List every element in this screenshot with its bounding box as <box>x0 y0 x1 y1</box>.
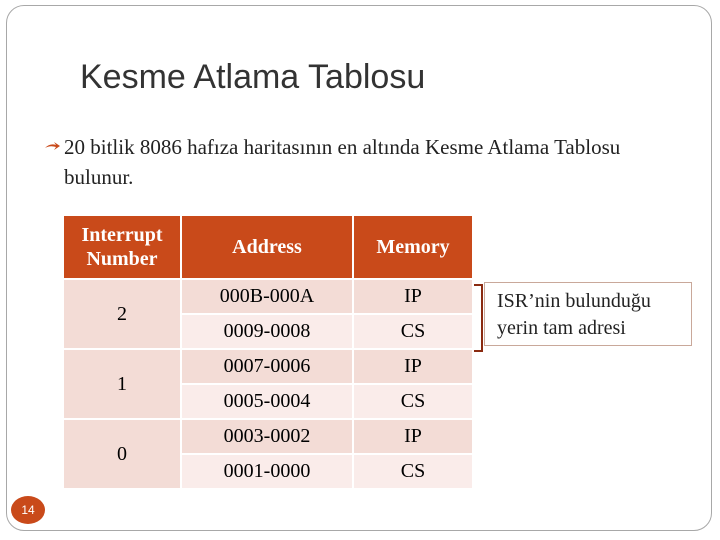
memory-cell: CS <box>353 314 473 349</box>
header-memory: Memory <box>353 215 473 279</box>
note-box: ISR’nin bulunduğu yerin tam adresi <box>484 282 692 346</box>
bullet-arrow-icon <box>44 142 60 154</box>
slide-title: Kesme Atlama Tablosu <box>80 58 426 96</box>
address-cell: 0007-0006 <box>181 349 353 384</box>
address-cell: 0003-0002 <box>181 419 353 454</box>
memory-cell: IP <box>353 279 473 314</box>
header-interrupt-number: Interrupt Number <box>63 215 181 279</box>
memory-cell: CS <box>353 454 473 489</box>
address-cell: 0009-0008 <box>181 314 353 349</box>
memory-cell: IP <box>353 349 473 384</box>
interrupt-number-cell: 1 <box>63 349 181 419</box>
address-cell: 000B-000A <box>181 279 353 314</box>
address-cell: 0005-0004 <box>181 384 353 419</box>
interrupt-number-cell: 0 <box>63 419 181 489</box>
slide-number: 14 <box>11 496 45 524</box>
address-cell: 0001-0000 <box>181 454 353 489</box>
table-row <box>63 419 473 454</box>
interrupt-table <box>62 214 474 490</box>
table-row <box>63 349 473 384</box>
memory-cell: IP <box>353 419 473 454</box>
header-address: Address <box>181 215 353 279</box>
interrupt-number-cell: 2 <box>63 279 181 349</box>
table-row <box>63 279 473 314</box>
memory-cell: CS <box>353 384 473 419</box>
bullet-text: 20 bitlik 8086 hafıza haritasının en altında Kesme Atlama Tablosu bulunur. <box>64 135 621 189</box>
